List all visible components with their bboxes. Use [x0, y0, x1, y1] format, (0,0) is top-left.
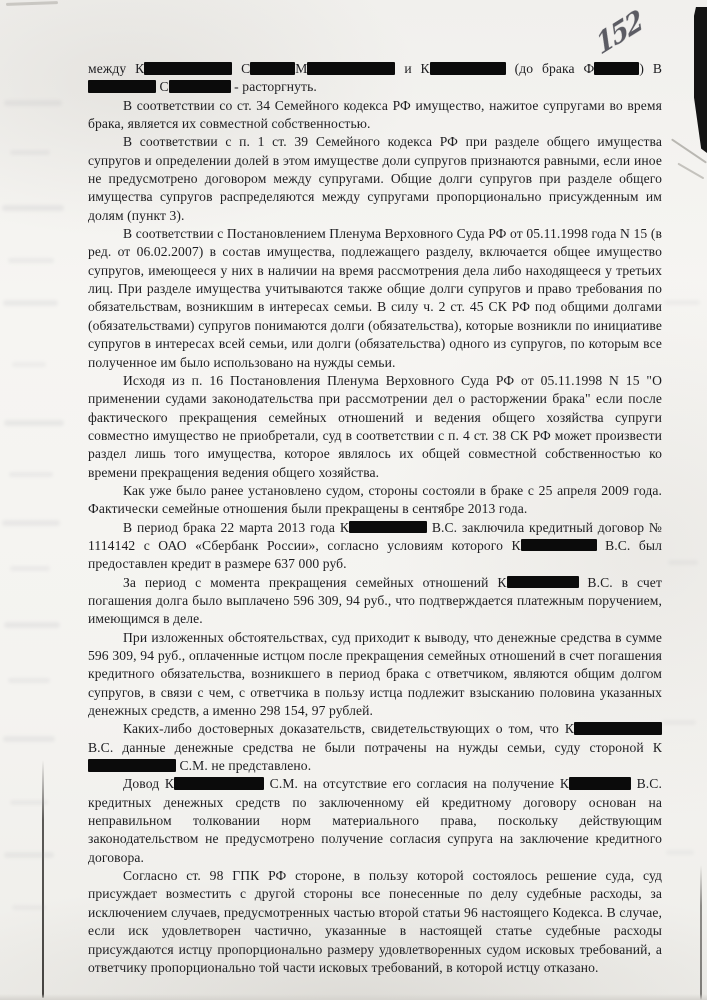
bleed-through-smudge	[8, 678, 50, 683]
redaction-bar	[88, 80, 156, 93]
redaction-bar	[430, 62, 506, 75]
bleed-through-smudge	[668, 560, 698, 565]
page-corner-crease	[678, 163, 705, 179]
paragraph-st34-sk-rf: В соответствии со ст. 34 Семейного кодекса РФ имущество, нажитое супругами во время брака, является их совместной собственностью.	[88, 97, 662, 132]
paragraph-court-conclusion: При изложенных обстоятельствах, суд приходит к выводу, что денежные средства в сумме 596 309, 94 руб., оплаченные истцом после прекращения семейных отношений в счет погашения кредитного обязательства, возникшего в период брака с ответчиком, являются общим долгом супругов, в связи с чем, с ответчика в пользу истца подлежит взысканию половина указанных денежных средств, а именно 298 154, 97 рублей.	[88, 629, 662, 719]
bleed-through-smudge	[4, 852, 54, 858]
page-edge-line	[700, 865, 702, 1000]
redaction-bar	[169, 80, 231, 93]
bleed-through-smudge	[10, 566, 50, 571]
paragraph-divorce-ruling: между К С М и К (до брака Ф ) В С - расторгнуть.	[88, 61, 662, 95]
paragraph-st39-sk-rf: В соответствии с п. 1 ст. 39 Семейного кодекса РФ при разделе общего имущества супругов и определении долей в этом имуществе доли супругов признаются равными, если иное не предусмотрено договором между супругами. Общие долги супругов при разделе общего имущества супругов распределяются между супругами пропорционально присужденным им долям (пункт 3).	[88, 134, 662, 223]
bleed-through-smudge	[8, 258, 54, 263]
redaction-bar	[144, 62, 232, 75]
scan-artifact-line	[6, 1, 58, 6]
scanner-edge-black-band	[694, 7, 707, 153]
bleed-through-smudge	[3, 736, 55, 742]
paragraph-no-evidence: Каких-либо достоверных доказательств, свидетельствующих о том, что К В.С. данные денежные средства не были потрачены на нужды семьи, суду стороной К С.М. не представлено.	[88, 721, 662, 774]
bleed-through-smudge	[12, 362, 46, 367]
paragraph-consent-argument: Довод К С.М. на отсутствие его согласия на получение К В.С. кредитных денежных средств по заключенному ей кредитному договору основан на неправильном толковании норм материального права, поскольку действующим законодательством не предусмотрено получение согласия супруга на заключение кредитного договора.	[88, 776, 662, 865]
redaction-bar	[250, 62, 295, 75]
redaction-bar	[349, 521, 427, 534]
bleed-through-smudge	[9, 472, 53, 477]
bleed-through-smudge	[12, 905, 46, 910]
redaction-bar	[507, 576, 579, 589]
bleed-through-smudge	[4, 622, 60, 628]
paragraph-plenum-1998: В соответствии с Постановлением Пленума Верховного Суда РФ от 05.11.1998 года N 15 (в ред. от 06.02.2007) в состав имущества, подлежащего разделу, включается общее имущество супругов, имеющееся у них в наличии на время рассмотрения дела либо находящееся у третьих лиц. При разделе имущества учитываются также общие долги супругов и право требования по обязательствам, возникшим в интересах семьи. В силу ч. 2 ст. 45 СК РФ под общими долгами (обязательствами) супругов понимаются долги (обязательства), которые возникли по инициативе супругов в интересах всей семьи, или долги (обязательства) одного из супругов, по которым все полученное им было использовано на нужды семьи.	[88, 226, 662, 370]
bleed-through-smudge	[10, 800, 48, 805]
bleed-through-smudge	[2, 520, 60, 526]
redaction-bar	[174, 777, 264, 790]
bleed-through-smudge	[664, 300, 700, 305]
bleed-through-smudge	[666, 850, 694, 855]
redaction-bar	[574, 722, 662, 735]
page-bottom-shadow	[0, 994, 707, 1000]
bleed-through-smudge	[4, 100, 62, 106]
bleed-through-smudge	[10, 150, 50, 155]
paragraph-payments: За период с момента прекращения семейных отношений К В.С. в счет погашения долга было выплачено 596 309, 94 руб., что подтверждается платежным поручением, имеющимся в деле.	[88, 574, 662, 627]
redaction-bar	[307, 62, 395, 75]
redaction-bar	[521, 539, 597, 552]
paragraph-marriage-facts: Как уже было ранее установлено судом, стороны состояли в браке с 25 апреля 2009 года. Фактически семейные отношения были прекращены в сентябре 2013 года.	[88, 482, 662, 517]
bleed-through-smudge	[2, 205, 64, 211]
handwritten-page-number: 152	[592, 4, 646, 63]
redaction-bar	[88, 759, 176, 772]
bleed-through-smudge	[3, 300, 58, 306]
paragraph-plenum-p16: Исходя из п. 16 Постановления Пленума Верховного Суда РФ от 05.11.1998 N 15 "О применении судами законодательства при рассмотрении дел о расторжении брака" если после фактического прекращения семейных отношений и ведения общего хозяйства супруги совместно имущество не приобретали, суд в соответствии с п. 4 ст. 38 СК РФ может произвести раздел лишь того имущества, которое являлось их общей совместной собственностью ко времени прекращения ведения общего хозяйства.	[88, 372, 662, 480]
redaction-bar	[594, 62, 639, 75]
paper-fold-crease	[42, 760, 44, 998]
document-body	[88, 60, 662, 977]
bleed-through-smudge	[4, 420, 64, 426]
bleed-through-smudge	[662, 720, 696, 725]
paragraph-st98-gpk: Согласно ст. 98 ГПК РФ стороне, в пользу которой состоялось решение суда, суд присуждает возместить с другой стороны все понесенные по делу судебные расходы, за исключением случаев, предусмотренных частью второй статьи 96 настоящего Кодекса. В случае, если иск удовлетворен частично, указанные в настоящей статье судебные расходы присуждаются истцу пропорционально размеру удовлетворенных судом исковых требований, а ответчику пропорционально той части исковых требований, в которой истцу отказано.	[88, 868, 662, 975]
paragraph-credit-contract: В период брака 22 марта 2013 года К В.С. заключила кредитный договор № 1114142 с ОАО «Сбербанк России», согласно условиям которого К В.С. был предоставлен кредит в размере 637 000 руб.	[88, 519, 662, 572]
redaction-bar	[569, 777, 631, 790]
